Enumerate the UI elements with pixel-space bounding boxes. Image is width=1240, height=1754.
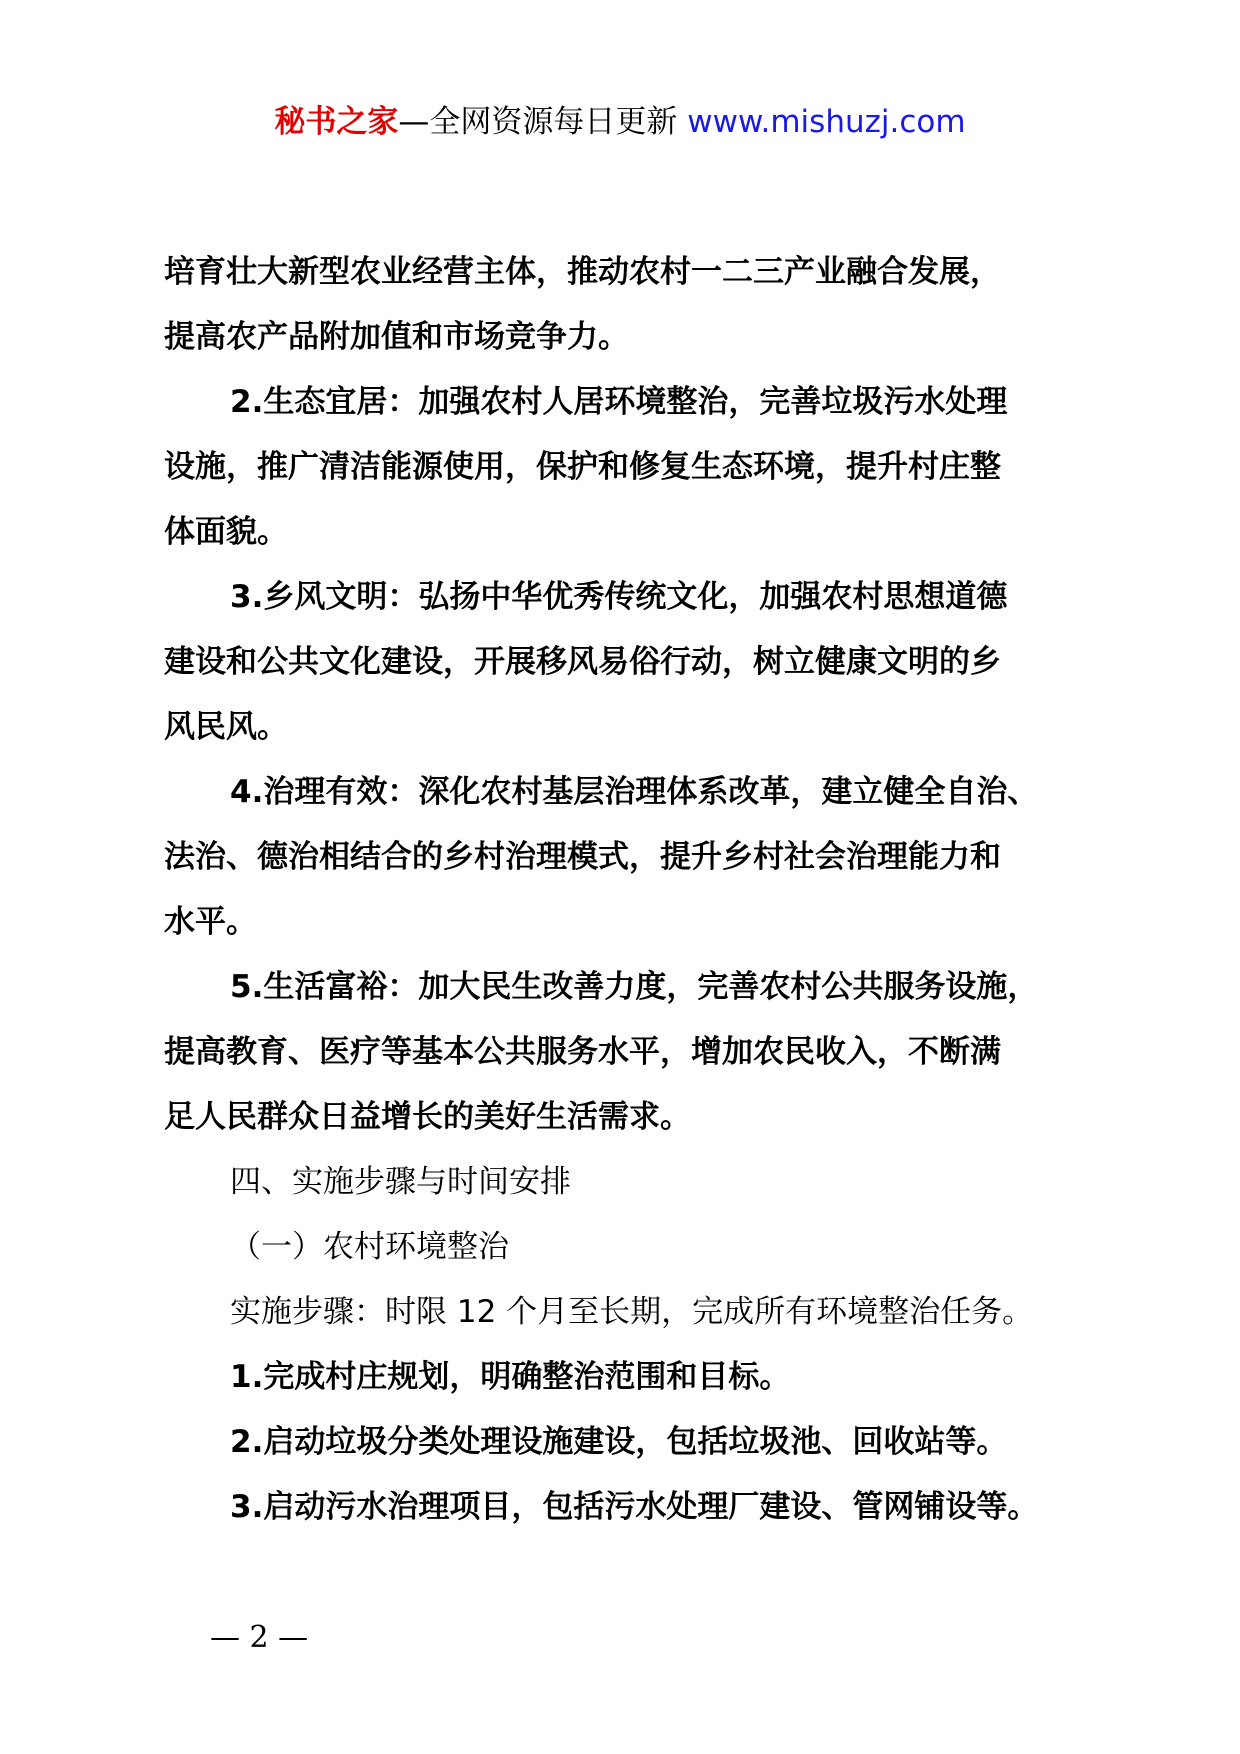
subsection-heading: （一）农村环境整治 [230, 1229, 509, 1265]
paragraph-line: 提高教育、医疗等基本公共服务水平，增加农民收入，不断满 [164, 1034, 1001, 1070]
item-heading-line: 3.乡风文明：弘扬中华优秀传统文化，加强农村思想道德 [230, 579, 1008, 615]
paragraph-line: 体面貌。 [164, 514, 288, 550]
header-tagline: —全网资源每日更新 [398, 104, 678, 140]
paragraph-line: 培育壮大新型农业经营主体，推动农村一二三产业融合发展， [164, 254, 1001, 290]
section-heading: 四、实施步骤与时间安排 [230, 1164, 571, 1200]
page-number: — 2 — [210, 1620, 309, 1655]
site-header [0, 100, 1240, 144]
brand-name: 秘书之家 [274, 104, 399, 140]
paragraph-line: 法治、德治相结合的乡村治理模式，提升乡村社会治理能力和 [164, 839, 1001, 875]
step-item: 3.启动污水治理项目，包括污水处理厂建设、管网铺设等。 [230, 1489, 1039, 1525]
item-heading-line: 2.生态宜居：加强农村人居环境整治，完善垃圾污水处理 [230, 384, 1008, 420]
step-item: 2.启动垃圾分类处理设施建设，包括垃圾池、回收站等。 [230, 1424, 1008, 1460]
document-body [164, 240, 1096, 1540]
step-item: 1.完成村庄规划，明确整治范围和目标。 [230, 1359, 791, 1395]
item-heading-line: 5.生活富裕：加大民生改善力度，完善农村公共服务设施， [230, 969, 1039, 1005]
paragraph-line: 提高农产品附加值和市场竞争力。 [164, 319, 629, 355]
paragraph-line: 风民风。 [164, 709, 288, 745]
item-heading-line: 4.治理有效：深化农村基层治理体系改革，建立健全自治、 [230, 774, 1039, 810]
paragraph-line: 建设和公共文化建设，开展移风易俗行动，树立健康文明的乡 [164, 644, 1001, 680]
paragraph-line: 设施，推广清洁能源使用，保护和修复生态环境，提升村庄整 [164, 449, 1001, 485]
paragraph-line: 水平。 [164, 904, 257, 940]
site-url-link[interactable]: www.mishuzj.com [687, 104, 966, 140]
paragraph-line: 实施步骤：时限 12 个月至长期，完成所有环境整治任务。 [230, 1294, 1034, 1330]
paragraph-line: 足人民群众日益增长的美好生活需求。 [164, 1099, 691, 1135]
